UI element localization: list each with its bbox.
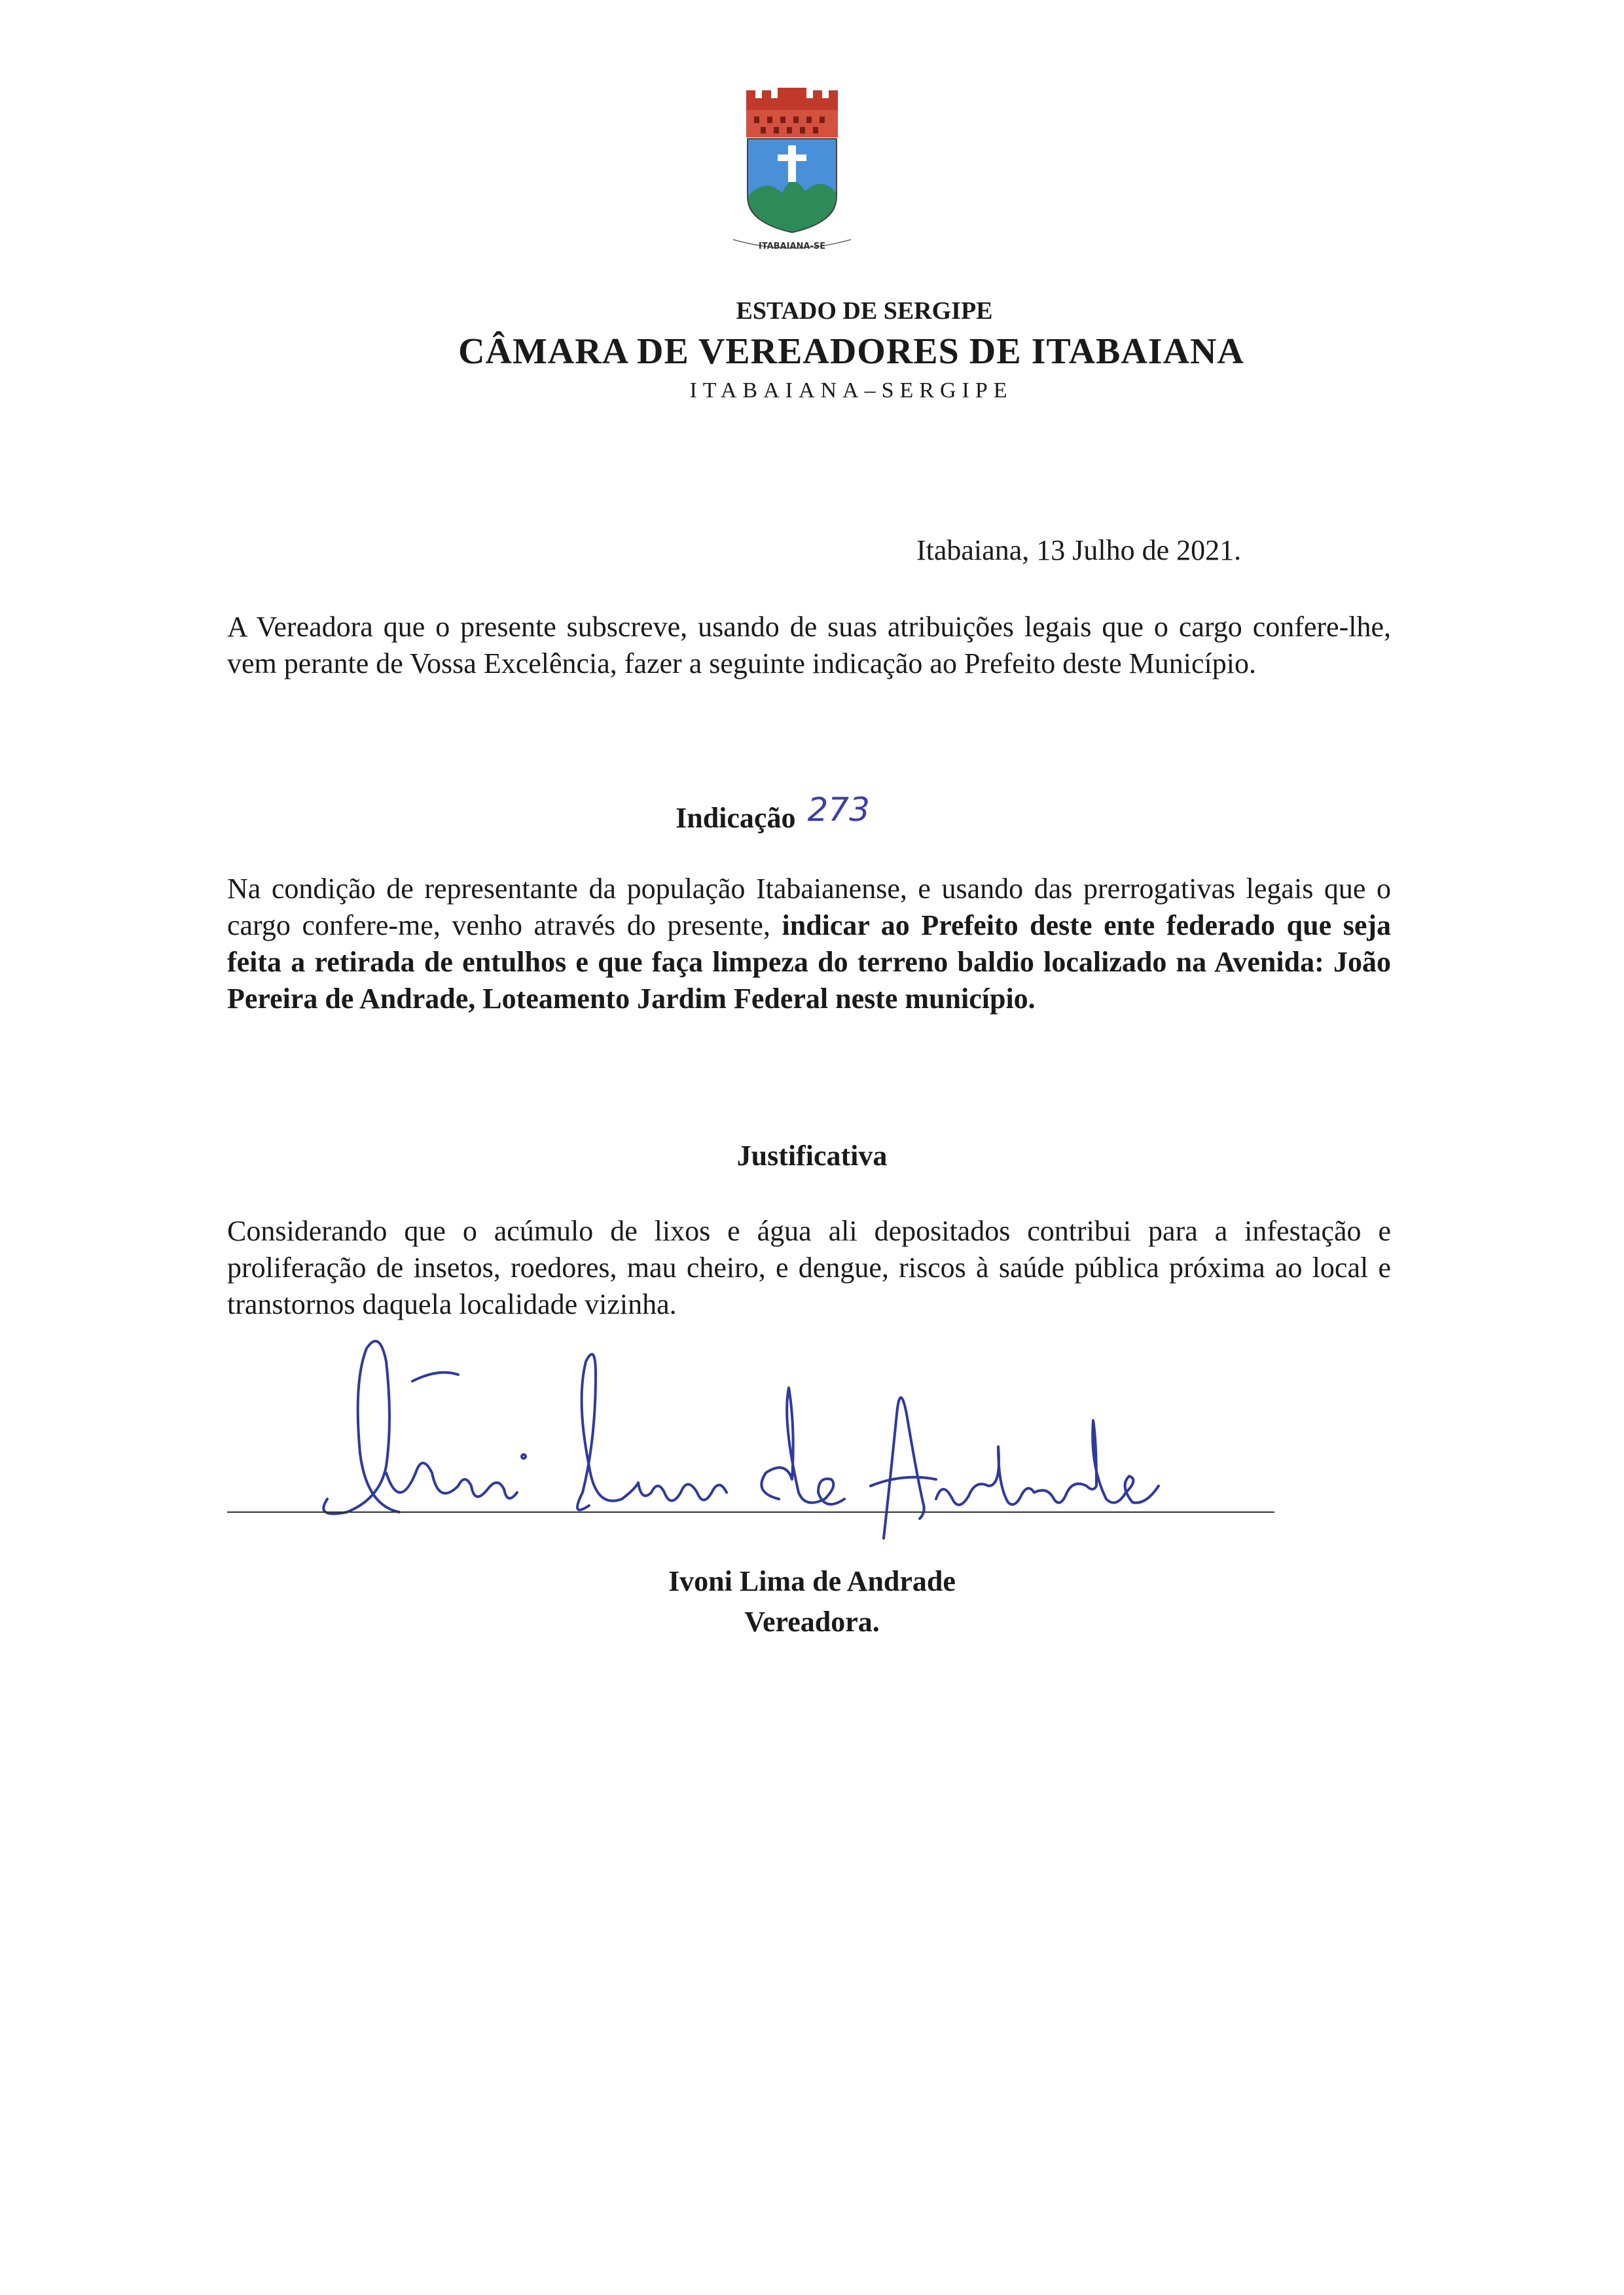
intro-paragraph: A Vereadora que o presente subscreve, usando de suas atribuições legais que o cargo confere-lhe, vem perante de Vossa Excelência, fazer a seguinte indicação ao Prefeito deste Município. — [227, 611, 1391, 679]
header-city: ITABAIANA–SERGIPE — [689, 378, 1013, 403]
indicacao-title: Indicação — [676, 802, 796, 834]
body-text-normal: Na condição de representante da população Itabaianense, e usando das prerrogativas legais que o cargo confere-me, venho através do presente, — [227, 873, 1391, 941]
header-state: ESTADO DE SERGIPE — [736, 297, 993, 325]
signer-name: Ivoni Lima de Andrade — [668, 1565, 956, 1597]
body-text-bold: indicar ao Prefeito deste ente federado que seja feita a retirada de entulhos e que faça limpeza do terreno baldio localizado na Avenida: João Pereira de Andrade, Loteamento Jardim Federal neste município. — [227, 909, 1392, 1015]
handwritten-signature — [308, 1322, 1172, 1558]
signer-role: Vereadora. — [744, 1606, 880, 1638]
header-chamber-title: CÂMARA DE VEREADORES DE ITABAIANA — [458, 331, 1244, 372]
justificativa-paragraph: Considerando que o acúmulo de lixos e água ali depositados contribui para a infestação e proliferação de insetos, roedores, mau cheiro, e dengue, riscos à saúde pública próxima ao local e transtornos daquela localidade vizinha. — [227, 1215, 1391, 1320]
indicacao-heading — [0, 791, 1585, 835]
coat-of-arms-icon — [707, 85, 877, 255]
justificativa-heading: Justificativa — [736, 1140, 888, 1172]
coat-banner-text: ITABAIANA-SE — [758, 242, 826, 251]
signature-line — [227, 1511, 1274, 1513]
body-paragraph — [227, 871, 1391, 1017]
signature-handwritten-text: Ivoni Lima de Andrade — [308, 1322, 314, 1323]
indicacao-number: 273 — [807, 791, 870, 829]
document-date: Itabaiana, 13 Julho de 2021. — [916, 534, 1242, 566]
